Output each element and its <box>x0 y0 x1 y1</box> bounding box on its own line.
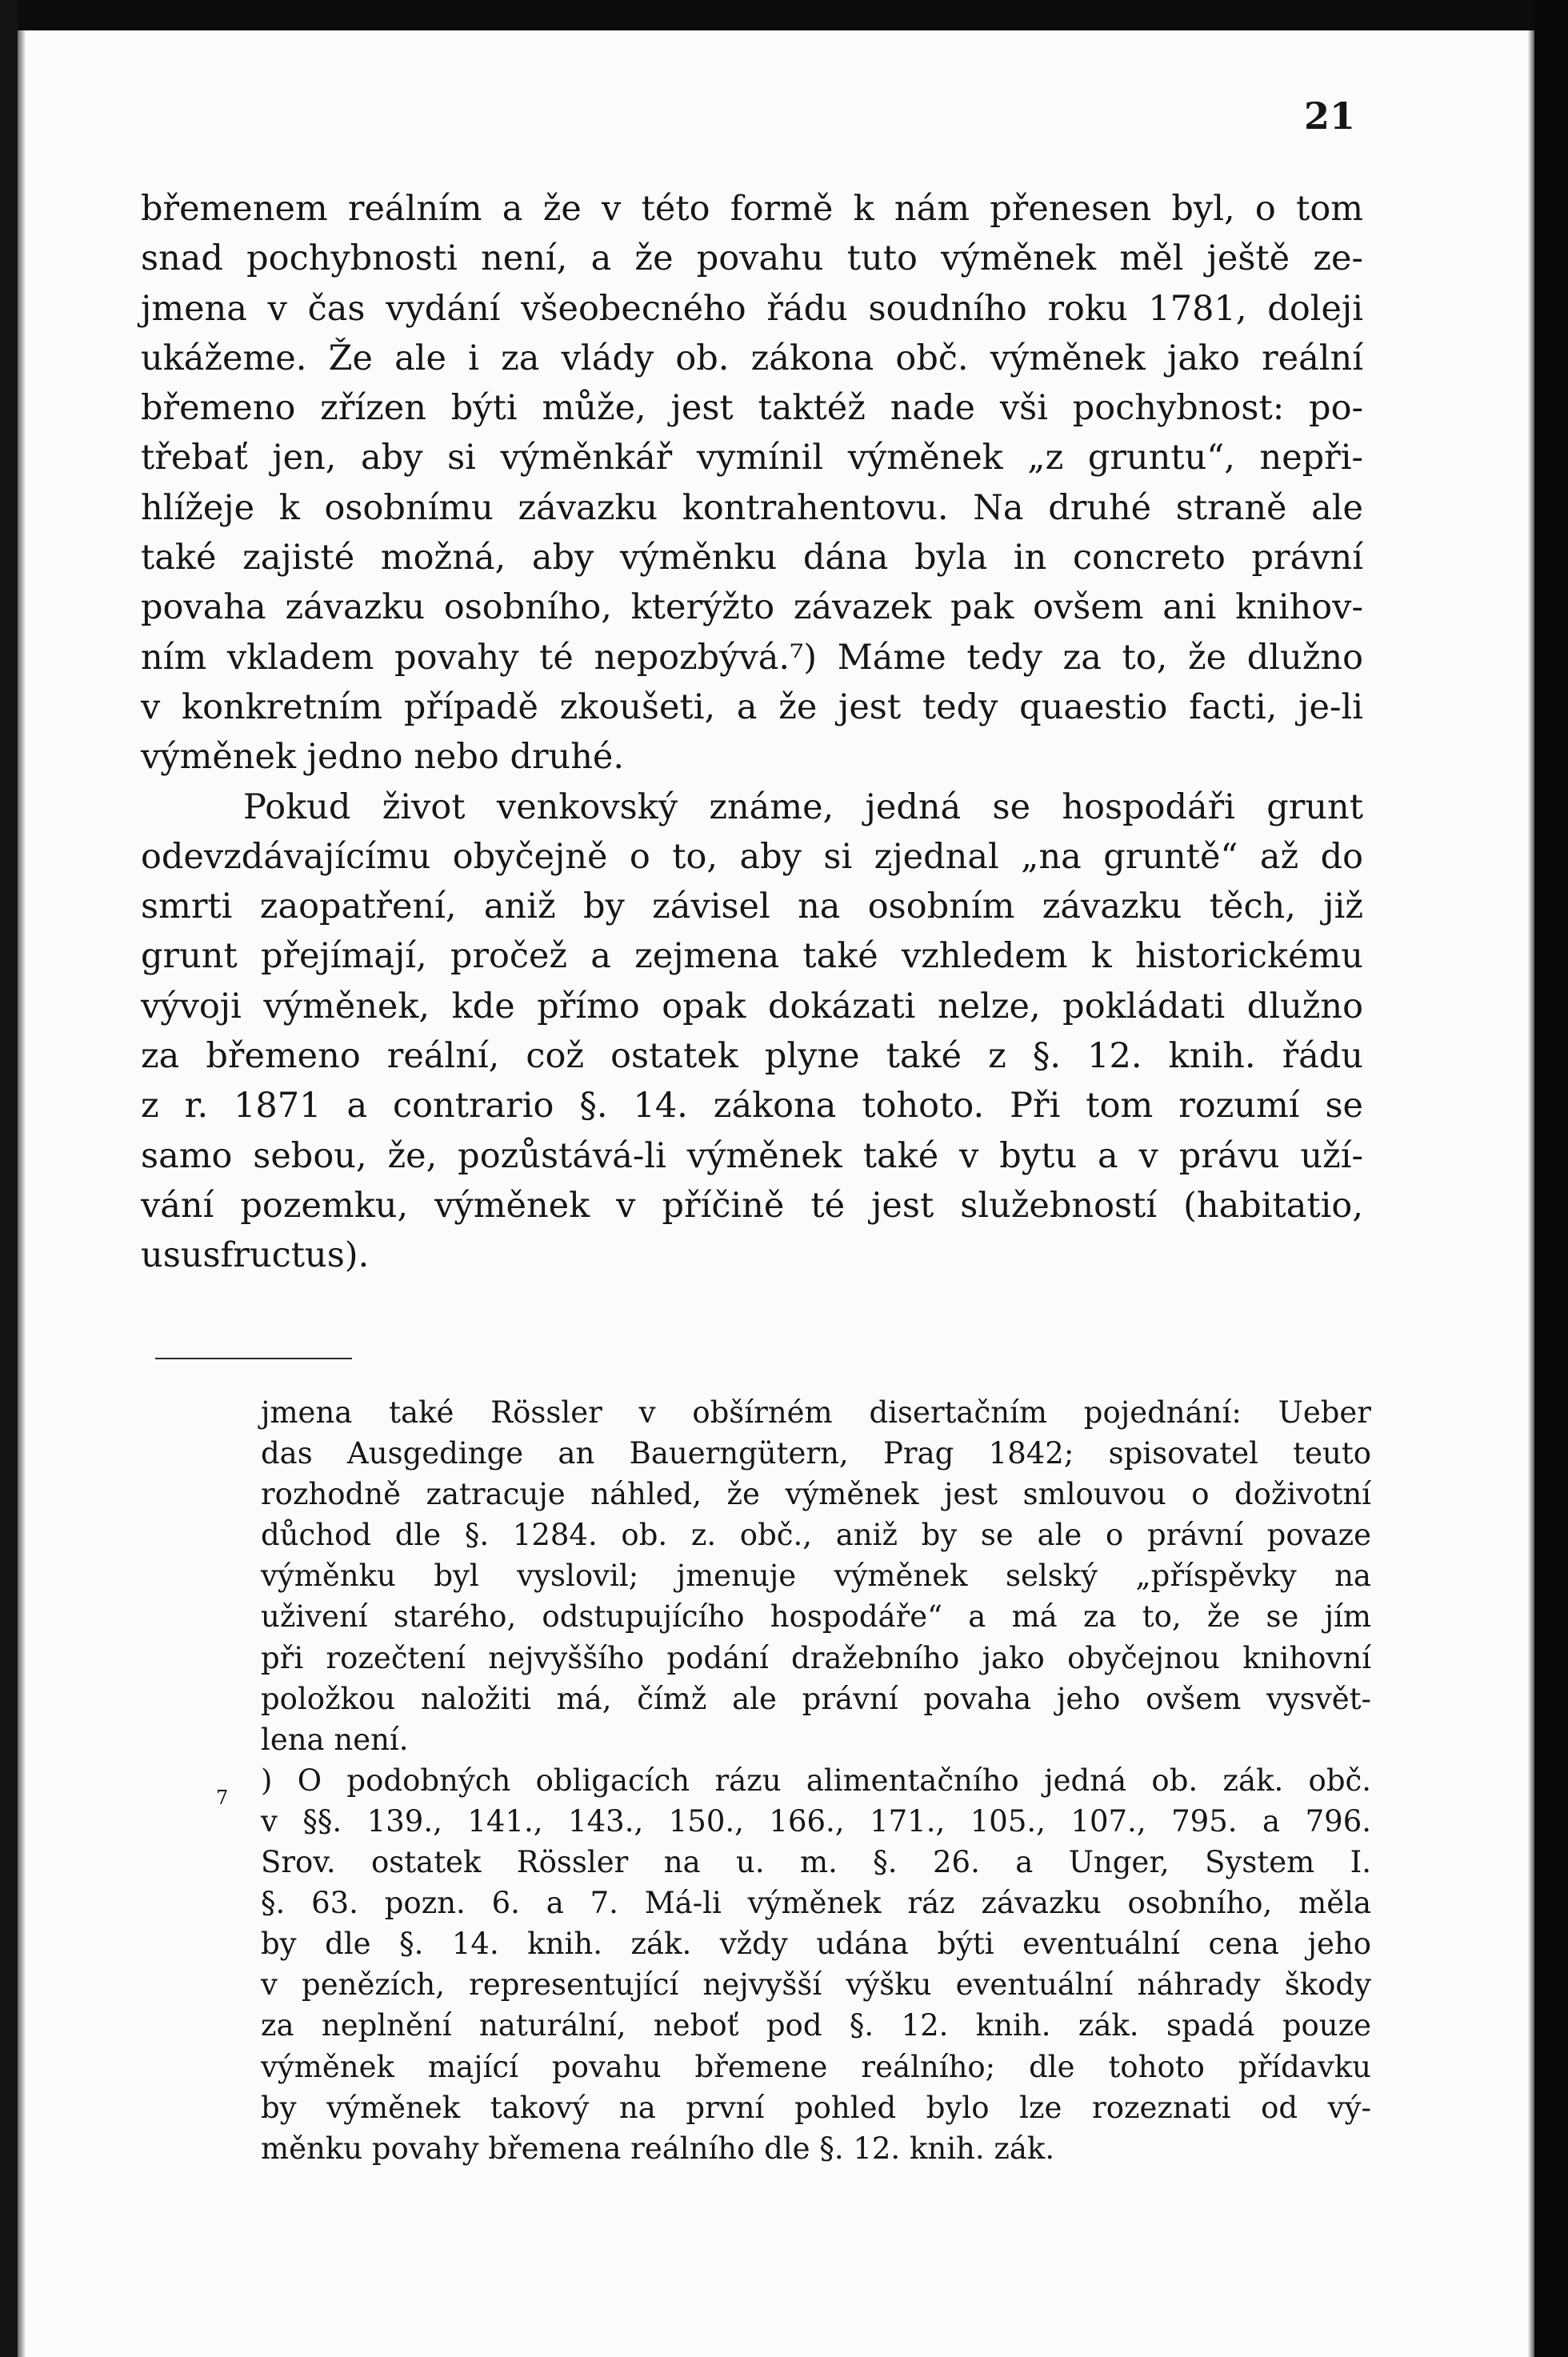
text-line: hlížeje k osobnímu závazku kontrahentovu. Na druhé straně ale <box>141 487 1363 528</box>
text-line: smrti zaopatření, aniž by závisel na osobním závazku těch, již <box>141 886 1363 927</box>
footnote-line: Srov. ostatek Rössler na u. m. §. 26. a Unger, System I. <box>261 1845 1371 1880</box>
scan-border-left <box>0 0 18 2357</box>
footnotes <box>261 1392 1371 2169</box>
footnote-line: v §§. 139., 141., 143., 150., 166., 171., 105., 107., 795. a 796. <box>261 1803 1371 1839</box>
text-line: za břemeno reální, což ostatek plyne také z §. 12. knih. řádu <box>141 1036 1363 1077</box>
footnote-7-marker <box>216 1778 228 1825</box>
text-line: také zajisté možná, aby výměnku dána byla in concreto právní <box>141 538 1363 578</box>
footnote-line: měnku povahy břemena reálního dle §. 12. knih. zák. <box>261 2131 1055 2166</box>
text-line: břemeno zřízen býti může, jest taktéž nade vši pochybnost: po- <box>141 388 1363 429</box>
footnote-line: důchod dle §. 1284. ob. z. obč., aniž by se ale o právní povaze <box>261 1518 1371 1553</box>
scan-border-top <box>0 0 1568 30</box>
footnote-line: při rozečtení nejvyššího podání dražebního jako obyčejnou knihovní <box>261 1640 1371 1675</box>
text-line: samo sebou, že, pozůstává-li výměnek také v bytu a v právu uží- <box>141 1135 1363 1176</box>
page-edge-shadow-left <box>18 30 26 2357</box>
footnote-7-number: 7 <box>216 1787 229 1809</box>
footnote-separator <box>155 1358 352 1359</box>
footnote-line: lena není. <box>261 1722 409 1757</box>
footnote-line: rozhodně zatracuje náhled, že výměnek jest smlouvou o doživotní <box>261 1477 1371 1512</box>
paragraph-2 <box>141 782 1363 1281</box>
text-line: vývoji výměnek, kde přímo opak dokázati nelze, pokládati dlužno <box>141 986 1363 1026</box>
footnote-line: uživení starého, odstupujícího hospodáře“ a má za to, že se jím <box>261 1599 1371 1635</box>
footnote-7 <box>261 1760 1371 2169</box>
text-line: výměnek jedno nebo druhé. <box>141 737 625 778</box>
text-line: snad pochybnosti není, a že povahu tuto výměnek měl ještě ze- <box>141 238 1363 279</box>
footnote-line: das Ausgedinge an Bauerngütern, Prag 1842; spisovatel teuto <box>261 1436 1371 1471</box>
footnote-line: za neplnění naturální, neboť pod §. 12. knih. zák. spadá pouze <box>261 2008 1371 2043</box>
page-number: 21 <box>1304 94 1356 138</box>
footnote-line: v penězích, representující nejvyšší výšku eventuální náhrady škody <box>261 1967 1371 2003</box>
text-line: odevzdávajícímu obyčejně o to, aby si zjednal „na gruntě“ až do <box>141 836 1363 877</box>
text-line: třebať jen, aby si výměnkář vymínil výměnek „z gruntu“, nepři- <box>141 438 1363 478</box>
footnote-line: by výměnek takový na první pohled bylo lze rozeznati od vý- <box>261 2090 1371 2125</box>
text-line: ususfructus). <box>141 1235 370 1276</box>
text-line: v konkretním případě zkoušeti, a že jest tedy quaestio facti, je-li <box>141 686 1363 727</box>
text-line: jmena v čas vydání všeobecného řádu soudního roku 1781, doleji <box>141 288 1363 329</box>
text-line: z r. 1871 a contrario §. 14. zákona tohoto. Při tom rozumí se <box>141 1086 1363 1126</box>
footnote-line: by dle §. 14. knih. zák. vždy udána býti eventuální cena jeho <box>261 1927 1371 1962</box>
footnote-line: výměnek mající povahu břemene reálního; dle tohoto přídavku <box>261 2049 1371 2084</box>
footnote-continued <box>261 1392 1371 1760</box>
text-line: povaha závazku osobního, kterýžto závazek pak ovšem ani knihov- <box>141 587 1363 628</box>
text-line: ním vkladem povahy té nepozbývá.⁷) Máme tedy za to, že dlužno <box>141 637 1363 678</box>
footnote-line: položkou naložiti má, čímž ale právní povaha jeho ovšem vysvět- <box>261 1681 1371 1716</box>
footnote-line: výměnku byl vyslovil; jmenuje výměnek selský „příspěvky na <box>261 1559 1371 1594</box>
text-line: ukážeme. Že ale i za vlády ob. zákona obč. výměnek jako reální <box>141 338 1363 378</box>
paragraph-1 <box>141 184 1363 782</box>
text-line: břemenem reálním a že v této formě k nám přenesen byl, o tom <box>141 189 1363 229</box>
footnote-line: ) O podobných obligacích rázu alimentačního jedná ob. zák. obč. <box>261 1763 1371 1798</box>
footnote-line: §. 63. pozn. 6. a 7. Má-li výměnek ráz závazku osobního, měla <box>261 1886 1371 1921</box>
text-line: vání pozemku, výměnek v příčině té jest služebností (habitatio, <box>141 1185 1363 1226</box>
text-line: Pokud život venkovský známe, jedná se hospodáři grunt <box>243 786 1363 827</box>
page-edge-shadow-right <box>1528 30 1534 2357</box>
text-line: grunt přejímají, pročež a zejmena také vzhledem k historickému <box>141 936 1363 977</box>
footnote-line: jmena také Rössler v obšírném disertačním pojednání: Ueber <box>261 1395 1371 1430</box>
main-text <box>141 184 1363 1281</box>
scan-border-right <box>1534 0 1568 2357</box>
